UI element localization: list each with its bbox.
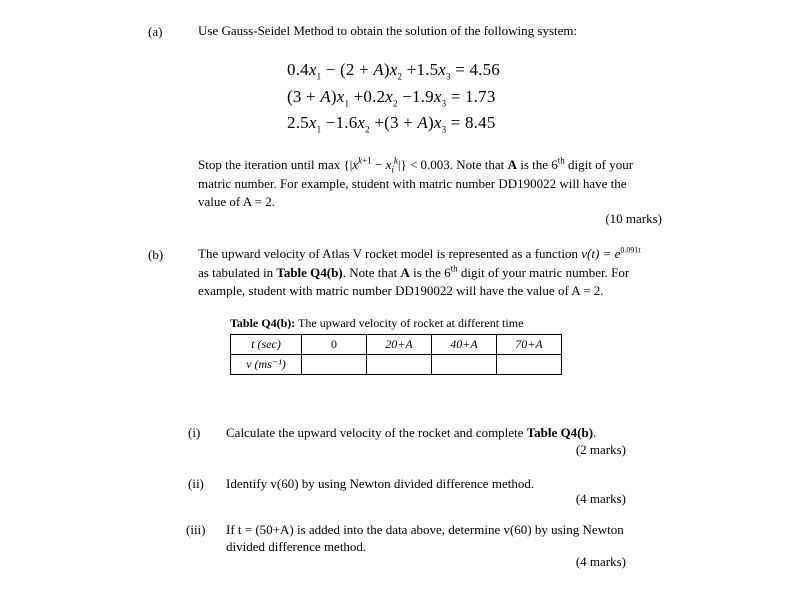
part-b-line2: as tabulated in Table Q4(b). Note that A is the 6th digit of your matric number. For (198, 263, 630, 280)
table-row (231, 335, 562, 355)
subq-iii-label: (iii) (186, 522, 206, 537)
part-a-intro: Use Gauss-Seidel Method to obtain the solution of the following system: (198, 23, 578, 38)
subq-i-label: (i) (188, 425, 201, 440)
table-caption: Table Q4(b): The upward velocity of rocket at different time (230, 316, 524, 330)
value-cell (367, 355, 432, 375)
equation-1: $0.4x_1 - (2 + A)x_2 +1.5x_3 = 4.56$ (287, 60, 500, 82)
subq-ii-text: Identify v(60) by using Newton divided difference method. (226, 476, 535, 491)
part-b-line3: example, student with matric number DD190022 will have the value of A = 2. (198, 283, 604, 298)
header-label-cell: t (sec) (231, 335, 302, 355)
equation-2: $(3 + A)x_1 +0.2x_2 -1.9x_3 = 1.73$ (287, 87, 496, 109)
part-a-line3: value of A = 2. (198, 194, 276, 209)
value-cell (432, 355, 497, 375)
header-cell: 0 (302, 335, 367, 355)
part-b-line1: The upward velocity of Atlas V rocket model is represented as a function $v(t) = e^{0.091t}$ (198, 245, 641, 261)
subq-i-text: Calculate the upward velocity of the rocket and complete Table Q4(b). (226, 425, 597, 440)
table-row (231, 355, 562, 375)
header-cell: 70+A (497, 335, 562, 355)
subq-ii-marks: (4 marks) (575, 491, 626, 506)
subq-iii-text-line1: If t = (50+A) is added into the data above, determine v(60) by using Newton (226, 522, 624, 537)
part-a-marks: (10 marks) (605, 211, 662, 226)
subq-i-marks: (2 marks) (575, 442, 626, 457)
value-cell (497, 355, 562, 375)
header-cell: 20+A (367, 335, 432, 355)
header-cell: 40+A (432, 335, 497, 355)
subq-iii-text-line2: divided difference method. (226, 539, 367, 554)
part-b-label: (b) (148, 247, 164, 262)
stop-condition-line: Stop the iteration until $\max \{|x^{k+1} - x_i^k|\} < 0.003$. Note that A is the 6th digit of your (198, 155, 634, 175)
value-cell (302, 355, 367, 375)
part-a-line2: matric number. For example, student with matric number DD190022 will have the (198, 176, 627, 191)
part-a-label: (a) (148, 24, 163, 39)
subq-iii-marks: (4 marks) (575, 554, 626, 569)
equation-3: $2.5x_1 -1.6x_2 +(3 + A)x_3 = 8.45$ (287, 113, 496, 135)
subq-ii-label: (ii) (188, 476, 204, 491)
velocity-table (230, 334, 562, 375)
row-label-cell: v (ms⁻¹) (231, 355, 302, 375)
